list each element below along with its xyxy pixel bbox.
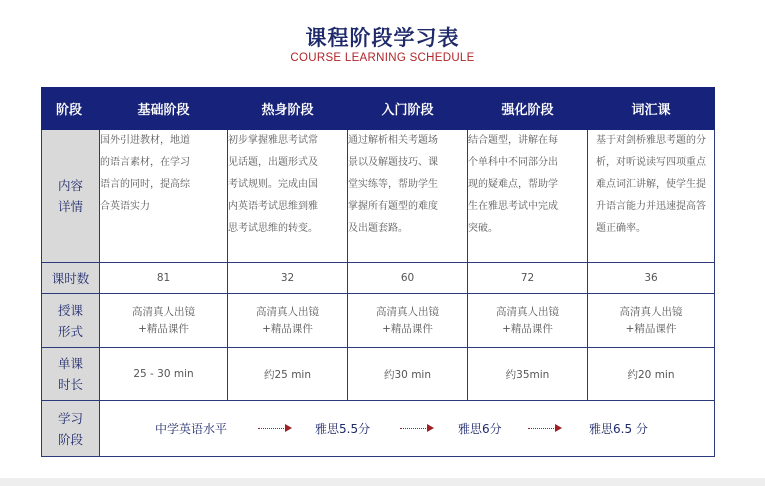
format-line: 高清真人出镜 [256,305,319,318]
page-title: 课程阶段学习表 [305,26,460,50]
row-label-line: 单课 [57,356,83,371]
detail-line: 析，对听说读写四项重点 [596,157,706,168]
detail-line: 合英语实力 [100,201,150,212]
format-warmup [228,294,348,348]
length-warmup: 约25 min [228,348,348,401]
detail-intro [348,130,468,263]
row-label-line: 形式 [57,323,83,339]
arrow-right-icon [400,428,428,429]
header-basic: 基础阶段 [100,88,228,130]
row-label-line: 详情 [57,199,83,214]
length-intro: 约30 min [348,348,468,401]
footer-bar [0,478,765,486]
detail-line: 现的疑难点，帮助学 [468,179,558,190]
format-intro [348,294,468,348]
row-label-line: 阶段 [57,431,83,447]
format-basic [100,294,228,348]
level-ielts-6: 雅思6分 [458,422,502,436]
header-vocab: 词汇课 [588,88,715,130]
detail-line: 基于对剑桥雅思考题的分 [596,135,706,146]
detail-line: 的语言素材，在学习 [100,157,190,168]
format-line: +精品课件 [262,322,313,335]
row-label-line: 学习 [57,410,83,426]
hours-intro: 60 [348,263,468,294]
detail-line: 升语言能力并迅速提高答 [596,201,706,212]
detail-line: 通过解析相关考题场 [348,135,438,146]
page-subtitle: COURSE LEARNING SCHEDULE [290,52,475,64]
hours-vocab: 36 [588,263,715,294]
format-line: +精品课件 [625,322,677,335]
level-middle-school: 中学英语水平 [155,422,228,436]
format-line: 高清真人出镜 [376,305,439,318]
format-row [42,294,715,348]
detail-line: 结合题型，讲解在每 [468,135,558,146]
detail-line: 见话题，出题形式及 [228,157,318,168]
format-line: +精品课件 [382,322,433,335]
detail-warmup [228,130,348,263]
header-intensive: 强化阶段 [468,88,588,130]
detail-line: 考试规则。完成由国 [228,179,318,190]
header-warmup: 热身阶段 [228,88,348,130]
detail-line: 突破。 [468,223,498,234]
format-line: 高清真人出镜 [496,305,559,318]
format-intensive [468,294,588,348]
length-basic: 25 - 30 min [100,348,228,401]
format-vocab [588,294,715,348]
row-label-line: 时长 [57,377,83,392]
detail-line: 景以及解题技巧、课 [348,157,438,168]
level-ielts-5-5: 雅思5.5分 [315,422,371,436]
detail-line: 生在雅思考试中完成 [468,201,558,212]
format-line: 高清真人出镜 [619,305,683,318]
row-label-format [42,294,100,348]
hours-intensive: 72 [468,263,588,294]
stage-progression [100,401,715,457]
row-label-length [42,348,100,401]
row-label-detail [42,130,100,263]
format-line: +精品课件 [138,322,189,335]
detail-line: 题正确率。 [596,223,646,234]
detail-line: 内英语考试思维到雅 [228,201,318,212]
detail-line: 个单科中不同部分出 [468,157,558,168]
hours-warmup: 32 [228,263,348,294]
detail-row [42,130,715,263]
length-intensive: 约35min [468,348,588,401]
detail-line: 初步掌握雅思考试常 [228,135,318,146]
schedule-table [41,87,715,457]
length-row [42,348,715,401]
arrow-right-icon [528,428,556,429]
level-ielts-6-5: 雅思6.5 分 [589,422,648,436]
header-row [42,88,715,130]
length-vocab: 约20 min [588,348,715,401]
arrow-right-icon [258,428,286,429]
format-line: +精品课件 [502,322,553,335]
detail-line: 思考试思维的转变。 [228,223,318,234]
stage-row [42,401,715,457]
hours-row [42,263,715,294]
detail-line: 语言的同时，提高综 [100,179,190,190]
row-label-hours: 课时数 [42,263,100,294]
format-line: 高清真人出镜 [132,305,195,318]
detail-line: 堂实练等，帮助学生 [348,179,438,190]
row-label-line: 内容 [57,178,83,193]
row-label-line: 授课 [57,302,83,318]
detail-line: 国外引进教材，地道 [100,135,190,146]
detail-intensive [468,130,588,263]
header-stage: 阶段 [42,88,100,130]
detail-line: 掌握所有题型的难度 [348,201,438,212]
detail-line: 及出题套路。 [348,223,408,234]
detail-basic [100,130,228,263]
detail-vocab [588,130,715,263]
row-label-stage [42,401,100,457]
header-intro: 入门阶段 [348,88,468,130]
detail-line: 难点词汇讲解，使学生提 [596,179,706,190]
hours-basic: 81 [100,263,228,294]
